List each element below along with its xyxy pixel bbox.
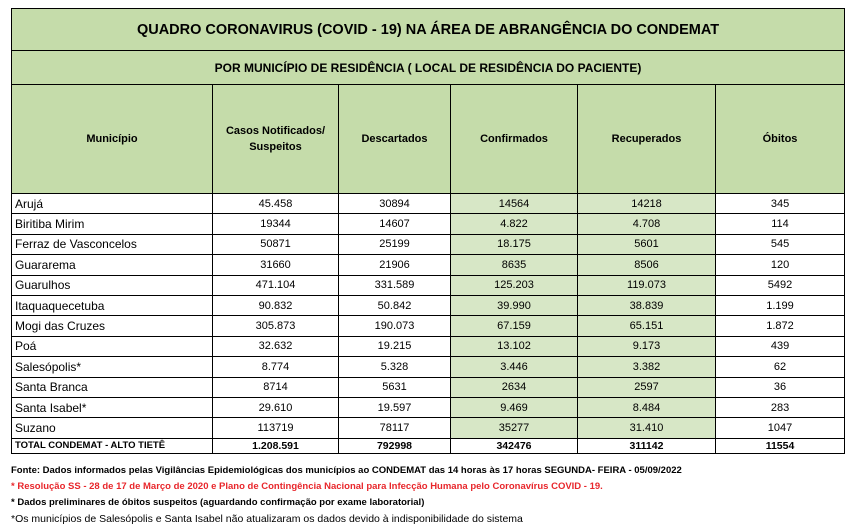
cell-recuperados: 9.173 [578,336,716,356]
cell-confirmados: 67.159 [451,316,578,336]
cell-obitos: 1.872 [716,316,845,336]
cell-recuperados: 31.410 [578,418,716,438]
cell-confirmados: 14564 [451,194,578,214]
total-descartados: 792998 [339,438,451,453]
cell-confirmados: 125.203 [451,275,578,295]
col-casos [213,85,339,194]
cell-municipio: Biritiba Mirim [12,214,213,234]
cell-casos: 50871 [213,234,339,254]
total-casos: 1.208.591 [213,438,339,453]
cell-confirmados: 2634 [451,377,578,397]
table-row [12,336,845,356]
cell-confirmados: 39.990 [451,295,578,315]
cell-confirmados: 35277 [451,418,578,438]
cell-casos: 471.104 [213,275,339,295]
cell-municipio: Mogi das Cruzes [12,316,213,336]
cell-casos: 305.873 [213,316,339,336]
cell-confirmados: 18.175 [451,234,578,254]
cell-obitos: 545 [716,234,845,254]
cell-recuperados: 65.151 [578,316,716,336]
note-resolucao: * Resolução SS - 28 de 17 de Março de 2020 e Plano de Contingência Nacional para Infecção Humana pelo Coronavírus COVID - 19. [11,481,603,492]
cell-confirmados: 13.102 [451,336,578,356]
cell-descartados: 25199 [339,234,451,254]
cell-casos: 29.610 [213,397,339,417]
table-row [12,357,845,377]
footnotes [11,463,851,527]
col-casos-line2: Suspeitos [249,141,302,153]
total-recuperados: 311142 [578,438,716,453]
table-row [12,316,845,336]
table-title: QUADRO CORONAVIRUS (COVID - 19) NA ÁREA DE ABRANGÊNCIA DO CONDEMAT [12,9,845,51]
note-fonte: Fonte: Dados informados pelas Vigilâncias Epidemiológicas dos municípios ao CONDEMAT das 14 horas às 17 horas SEGUNDA- FEIRA - 05/09/2022 [11,465,682,476]
table-row [12,214,845,234]
cell-obitos: 36 [716,377,845,397]
total-confirmados: 342476 [451,438,578,453]
cell-recuperados: 5601 [578,234,716,254]
cell-recuperados: 2597 [578,377,716,397]
cell-municipio: Poá [12,336,213,356]
cell-municipio: Santa Branca [12,377,213,397]
col-recuperados: Recuperados [578,85,716,194]
table-row [12,194,845,214]
cell-municipio: Guarulhos [12,275,213,295]
col-municipio: Município [12,85,213,194]
cell-municipio: Santa Isabel* [12,397,213,417]
cell-casos: 19344 [213,214,339,234]
table-subtitle: POR MUNICÍPIO DE RESIDÊNCIA ( LOCAL DE RESIDÊNCIA DO PACIENTE) [12,51,845,85]
col-obitos: Óbitos [716,85,845,194]
cell-casos: 8714 [213,377,339,397]
cell-obitos: 5492 [716,275,845,295]
total-obitos: 11554 [716,438,845,453]
cell-confirmados: 3.446 [451,357,578,377]
cell-recuperados: 8506 [578,255,716,275]
note-preliminares: * Dados preliminares de óbitos suspeitos (aguardando confirmação por exame laboratorial) [11,497,425,508]
cell-confirmados: 9.469 [451,397,578,417]
cell-descartados: 331.589 [339,275,451,295]
cell-casos: 32.632 [213,336,339,356]
cell-descartados: 5631 [339,377,451,397]
cell-obitos: 345 [716,194,845,214]
col-descartados: Descartados [339,85,451,194]
covid-table-container [11,8,844,454]
table-row [12,275,845,295]
cell-casos: 31660 [213,255,339,275]
col-confirmados: Confirmados [451,85,578,194]
cell-obitos: 1.199 [716,295,845,315]
cell-municipio: Itaquaquecetuba [12,295,213,315]
cell-casos: 8.774 [213,357,339,377]
cell-municipio: Ferraz de Vasconcelos [12,234,213,254]
cell-descartados: 50.842 [339,295,451,315]
cell-obitos: 62 [716,357,845,377]
cell-recuperados: 14218 [578,194,716,214]
cell-casos: 90.832 [213,295,339,315]
cell-obitos: 439 [716,336,845,356]
cell-confirmados: 8635 [451,255,578,275]
cell-obitos: 114 [716,214,845,234]
cell-municipio: Suzano [12,418,213,438]
table-body [12,194,845,439]
total-label: TOTAL CONDEMAT - ALTO TIETÊ [12,438,213,453]
cell-municipio: Guararema [12,255,213,275]
cell-recuperados: 4.708 [578,214,716,234]
cell-recuperados: 38.839 [578,295,716,315]
table-row [12,234,845,254]
cell-confirmados: 4.822 [451,214,578,234]
cell-casos: 45.458 [213,194,339,214]
cell-descartados: 190.073 [339,316,451,336]
cell-obitos: 1047 [716,418,845,438]
note-municipios: *Os municípios de Salesópolis e Santa Isabel não atualizaram os dados devido à indisponibilidade do sistema [11,513,523,525]
header-row [12,85,845,194]
cell-descartados: 30894 [339,194,451,214]
cell-descartados: 19.597 [339,397,451,417]
total-row [12,438,845,453]
col-casos-line1: Casos Notificados/ [225,125,326,137]
cell-obitos: 120 [716,255,845,275]
cell-municipio: Arujá [12,194,213,214]
cell-recuperados: 3.382 [578,357,716,377]
table-row [12,418,845,438]
cell-descartados: 19.215 [339,336,451,356]
cell-municipio: Salesópolis* [12,357,213,377]
cell-recuperados: 119.073 [578,275,716,295]
cell-descartados: 5.328 [339,357,451,377]
table-row [12,377,845,397]
cell-descartados: 14607 [339,214,451,234]
cell-obitos: 283 [716,397,845,417]
cell-recuperados: 8.484 [578,397,716,417]
covid-table [11,8,845,454]
cell-descartados: 21906 [339,255,451,275]
table-row [12,397,845,417]
cell-descartados: 78117 [339,418,451,438]
cell-casos: 113719 [213,418,339,438]
table-row [12,255,845,275]
table-row [12,295,845,315]
